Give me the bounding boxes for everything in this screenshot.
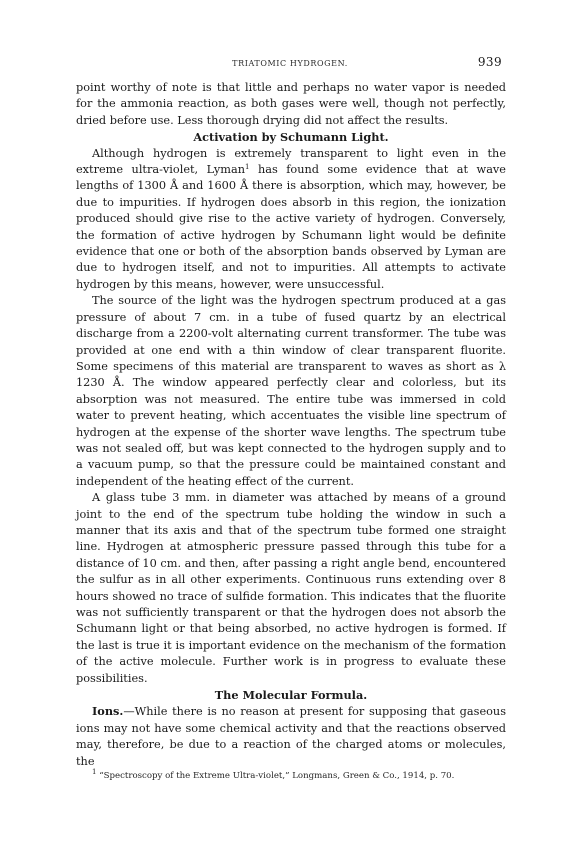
paragraph-light-source: The source of the light was the hydrogen spectrum produced at a gas pressure of about 7 cm. in a tube of fused quartz by an electrical discharge from a 2200-volt alternating current transformer. The tube was provided at one end with a thin window of clear transparent fluorite. Some specimens of this material are transparent to waves as short as λ 1230 Å. The window appeared perfectly clear and colorless, but its absorption was not measured. The entire tube was immersed in cold water to prevent heating, which accentuates the visible line spectrum of hydrogen at the expense of the shorter wave lengths. The spectrum tube was not sealed off, but was kept connected to the hydrogen supply and to a vacuum pump, so that the pressure could be maintained constant and independent of the heating effect of the current.	[76, 294, 506, 488]
paragraph-glass-tube: A glass tube 3 mm. in diameter was attached by means of a ground joint to the end of the spectrum tube holding the window in such a manner that its axis and that of the spectrum tube formed one straight line. Hydrogen at atmospheric pressure passed through this tube for a distance of 10 cm. and then, after passing a right angle bend, encountered the sulfur as in all other experiments. Continuous runs extending over 8 hours showed no trace of sulfide formation. This indicates that the fluorite was not sufficiently transparent or that the hydrogen does not absorb the Schumann light or that being absorbed, no active hydrogen is formed. If the last is true it is important evidence on the mechanism of the formation of the active molecule. Further work is in progress to evaluate these possibilities.	[76, 491, 506, 685]
footnote-reference-mark[interactable]: 1	[245, 163, 250, 172]
paragraph-lyman-text-end: has found some evidence that at wave lengths of 1300 Å and 1600 Å there is absorption, which may, however, be due to impurities. If hydrogen does absorb in this region, the ionization produced should give rise to the active variety of hydrogen. Conversely, the formation of active hydrogen by Schumann light would be definite evidence that one or both of the absorption bands observed by Lyman are due to hydrogen itself, and not to impurities. All attempts to activate hydrogen by this means, however, were unsuccessful.	[76, 163, 506, 291]
footnote	[76, 770, 506, 782]
paragraph-lyman	[76, 146, 506, 294]
paragraph-lyman-text-start: Although hydrogen is extremely transparent to light even in the extreme ultra-violet, Lyman	[76, 146, 506, 177]
run-in-heading-ions: Ions.	[92, 704, 124, 719]
paragraph-ions-text: —While there is no reason at present for supposing that gaseous ions may not have some chemical activity and that the reactions observed may, therefore, be due to a reaction of the charged atoms or molecules, the	[76, 705, 506, 768]
footnote-text: “Spectroscopy of the Extreme Ultra-violet,” Longmans, Green & Co., 1914, p. 70.	[96, 771, 455, 782]
paragraph-ions	[76, 703, 506, 770]
paragraph-continuation: point worthy of note is that little and perhaps no water vapor is needed for the ammonia reaction, as both gases were well, though not perfectly, dried before use. Less thorough drying did not affect the results.	[76, 81, 506, 127]
running-head-title: TRIATOMIC HYDROGEN.	[232, 59, 348, 68]
footnote-mark: 1	[92, 768, 97, 777]
section-heading-molecular-formula: The Molecular Formula.	[214, 688, 368, 703]
page-number: 939	[477, 55, 502, 69]
article-body	[76, 80, 506, 782]
section-heading-activation: Activation by Schumann Light.	[193, 130, 389, 145]
